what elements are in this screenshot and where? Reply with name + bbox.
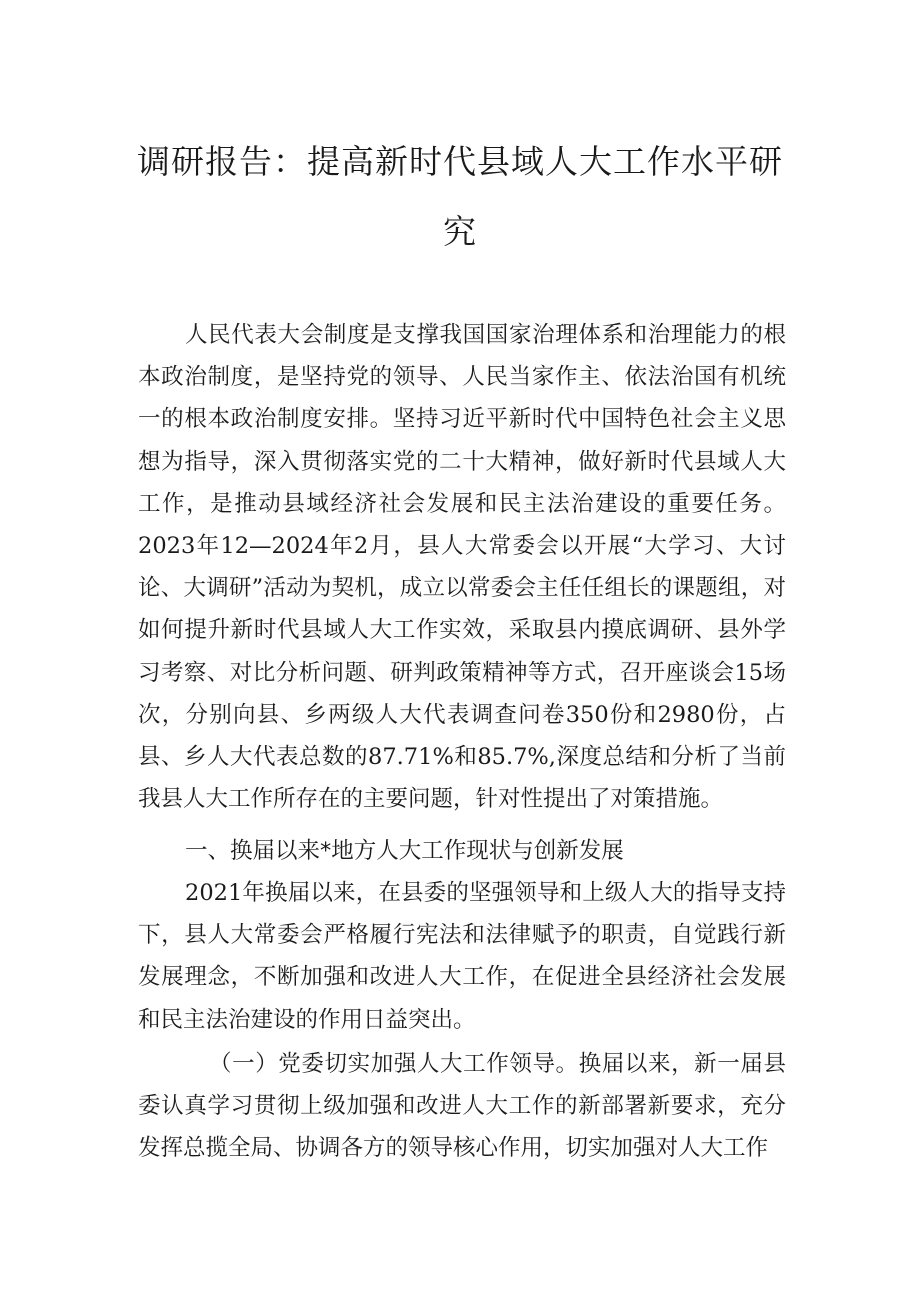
intro-paragraph: 人民代表大会制度是支撑我国国家治理体系和治理能力的根本政治制度，是坚持党的领导、人民当家作主、依法治国有机统一的根本政治制度安排。坚持习近平新时代中国特色社会主义思想为指导，深入贯彻落实党的二十大精神，做好新时代县域人大工作，是推动县域经济社会发展和民主法治建设的重要任务。2023年12—2024年2月，县人大常委会以开展“大学习、大讨论、大调研”活动为契机，成立以常委会主任任组长的课题组，对如何提升新时代县域人大工作实效，采取县内摸底调研、县外学习考察、对比分析问题、研判政策精神等方式，召开座谈会15场次，分别向县、乡两级人大代表调查问卷350份和2980份，占县、乡人大代表总数的87.71%和85.7%,深度总结和分析了当前我县人大工作所存在的主要问题，针对性提出了对策措施。 (138, 322, 786, 813)
section-1-paragraph-2: （一）党委切实加强人大工作领导。换届以来，新一届县委认真学习贯彻上级加强和改进人大工作的新部署新要求，充分发挥总揽全局、协调各方的领导核心作用，切实加强对人大工作 (138, 1051, 786, 1162)
section-1-paragraph-1: 2021年换届以来，在县委的坚强领导和上级人大的指导支持下，县人大常委会严格履行宪法和法律赋予的职责，自觉践行新发展理念，不断加强和改进人大工作，在促进全县经济社会发展和民主法治建设的作用日益突出。 (138, 880, 786, 1033)
document-title-line-1: 调研报告：提高新时代县域人大工作水平研 (137, 142, 783, 181)
section-1-heading: 一、换届以来*地方人大工作现状与创新发展 (185, 838, 624, 864)
document-title-line-2: 究 (443, 212, 477, 251)
